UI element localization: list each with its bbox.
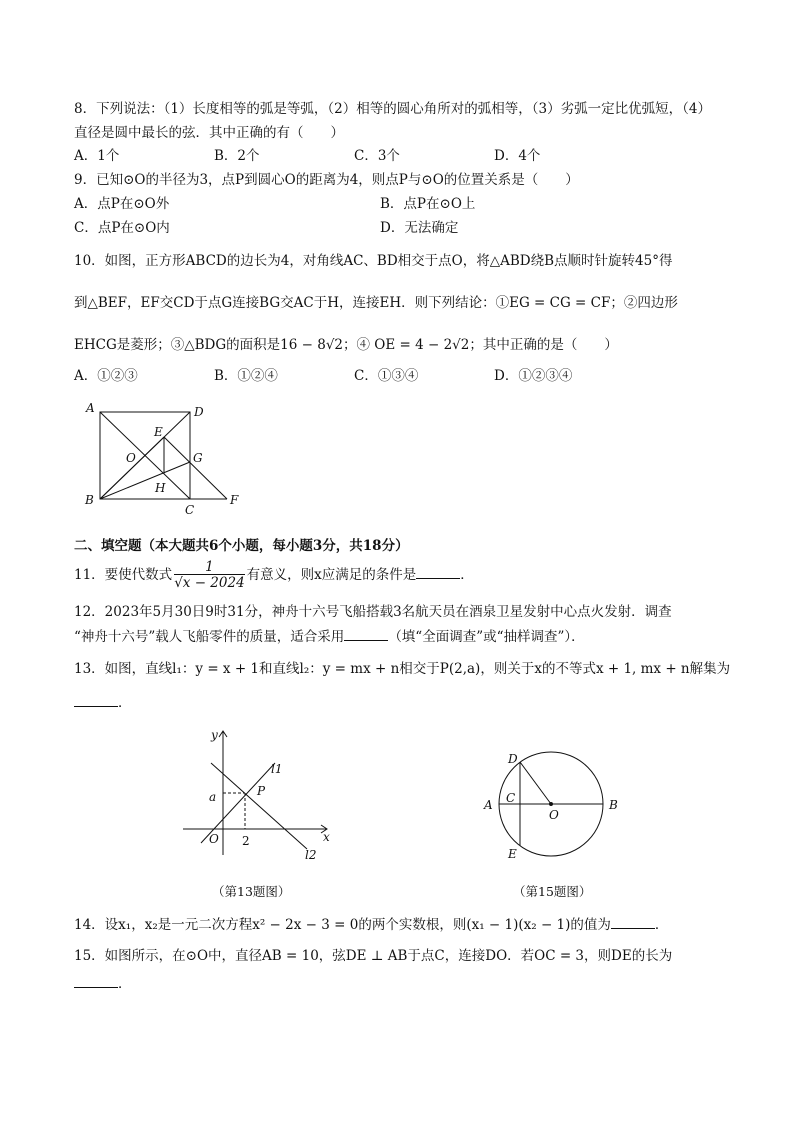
q13-answer-blank[interactable]: [74, 694, 118, 707]
q12-line1: 12．2023年5月30日9时31分，神舟十六号飞船搭载3名航天员在酒泉卫星发射中心点火发射．调查: [74, 604, 672, 620]
label-c: C: [185, 503, 195, 515]
q15-line2: [74, 975, 132, 993]
segment-bg: [100, 462, 190, 499]
q8-option-b: B．2个: [214, 148, 260, 164]
q13-line1: 13．如图，直线l₁：y = x + 1和直线l₂：y = mx + n相交于P(2,a)，则关于x的不等式x + 1, mx + n解集为: [74, 661, 731, 677]
q15-caption: （第15题图）: [513, 884, 592, 899]
label-b: B: [85, 493, 94, 507]
label-d: D: [194, 405, 204, 419]
section-heading: 二、填空题（本大题共6个小题，每小题3分，共18分）: [74, 538, 409, 554]
q9-option-b: B．点P在⊙O上: [380, 196, 476, 212]
q15-end: ．: [118, 976, 132, 992]
label-h: H: [155, 481, 166, 495]
q14-end: ．: [654, 917, 669, 933]
label-2: 2: [242, 834, 250, 848]
q11-denominator: √x − 2024: [174, 575, 245, 591]
q8-option-d: D．4个: [494, 148, 541, 164]
q11-suffix: 有意义，则x应满足的条件是: [246, 567, 417, 583]
label-x: x: [323, 830, 330, 844]
q13-caption: （第13题图）: [212, 884, 291, 899]
q10-option-d: D．①②③④: [494, 368, 573, 384]
line-l2: [211, 763, 307, 849]
label-g: G: [193, 451, 203, 465]
q10-option-a: A．①②③: [74, 368, 138, 384]
q10-line1: 10．如图，正方形ABCD的边长为4，对角线AC、BD相交于点O，将△ABD绕B点顺时针旋转45°得: [74, 253, 673, 269]
label-a: A: [484, 798, 493, 812]
q12-line2b: （填“全面调查”或“抽样调查”）．: [388, 629, 585, 645]
label-d: D: [508, 752, 518, 766]
label-f: F: [230, 493, 239, 507]
label-e: E: [154, 425, 163, 439]
label-b: B: [609, 798, 618, 812]
q8-line2: 直径是圆中最长的弦．其中正确的有（ ）: [74, 125, 344, 141]
segment-do: [520, 762, 551, 804]
q12-answer-blank[interactable]: [344, 628, 388, 641]
q15-line1: 15．如图所示，在⊙O中，直径AB = 10，弦DE ⊥ AB于点C，连接DO．若OC = 3，则DE的长为: [74, 948, 673, 964]
q11-fraction: [174, 560, 244, 591]
q14-line1: [74, 916, 668, 934]
label-o: O: [549, 808, 559, 822]
q12-line2: [74, 628, 585, 646]
q13-end: ．: [118, 695, 132, 711]
center-point: [549, 802, 553, 806]
q8-option-c: C．3个: [354, 148, 400, 164]
q10-line2: 到△BEF，EF交CD于点G连接BG交AC于H，连接EH．则下列结论：①EG = CG = CF；②四边形: [74, 295, 678, 311]
q13-line2: [74, 694, 132, 712]
label-a: a: [209, 790, 217, 804]
q9-option-c: C．点P在⊙O内: [74, 220, 170, 236]
label-e: E: [508, 847, 517, 861]
q14-text: 14．设x₁，x₂是一元二次方程x² − 2x − 3 = 0的两个实数根，则(x₁ − 1)(x₂ − 1)的值为: [74, 917, 611, 933]
q10-option-c: C．①③④: [354, 368, 419, 384]
segment-ef: [164, 437, 227, 499]
q10-figure: [80, 400, 250, 515]
q13-figure: [175, 725, 345, 865]
label-p: P: [257, 784, 266, 798]
q11-line: [74, 560, 474, 591]
q10-line3: EHCG是菱形；③△BDG的面积是16 − 8√2；④ OE = 4 − 2√2；其中正确的是（ ）: [74, 337, 618, 353]
q14-answer-blank[interactable]: [611, 916, 655, 929]
q15-answer-blank[interactable]: [74, 975, 118, 988]
q8-option-a: A．1个: [74, 148, 120, 164]
label-a: A: [86, 401, 95, 415]
q11-numerator: 1: [174, 560, 244, 575]
q10-option-b: B．①②④: [214, 368, 278, 384]
label-l2: l2: [305, 848, 317, 862]
q9-line1: 9．已知⊙O的半径为3，点P到圆心O的距离为4，则点P与⊙O的位置关系是（ ）: [74, 172, 579, 188]
label-o: O: [209, 832, 219, 846]
q9-option-a: A．点P在⊙O外: [74, 196, 170, 212]
label-y: y: [211, 728, 218, 742]
q15-figure: [478, 745, 628, 867]
q11-end: ．: [460, 567, 474, 583]
q11-prefix: 11．要使代数式: [74, 567, 173, 583]
q11-answer-blank[interactable]: [416, 566, 460, 579]
q9-option-d: D．无法确定: [380, 220, 459, 236]
label-o: O: [126, 451, 136, 465]
q8-line1: 8．下列说法：（1）长度相等的弧是等弧，（2）相等的圆心角所对的弧相等，（3）劣弧一定比优弧短，（4）: [74, 101, 711, 117]
label-c: C: [506, 791, 516, 805]
label-l1: l1: [271, 762, 283, 776]
q12-line2a: “神舟十六号”载人飞船零件的质量，适合采用: [74, 629, 345, 645]
